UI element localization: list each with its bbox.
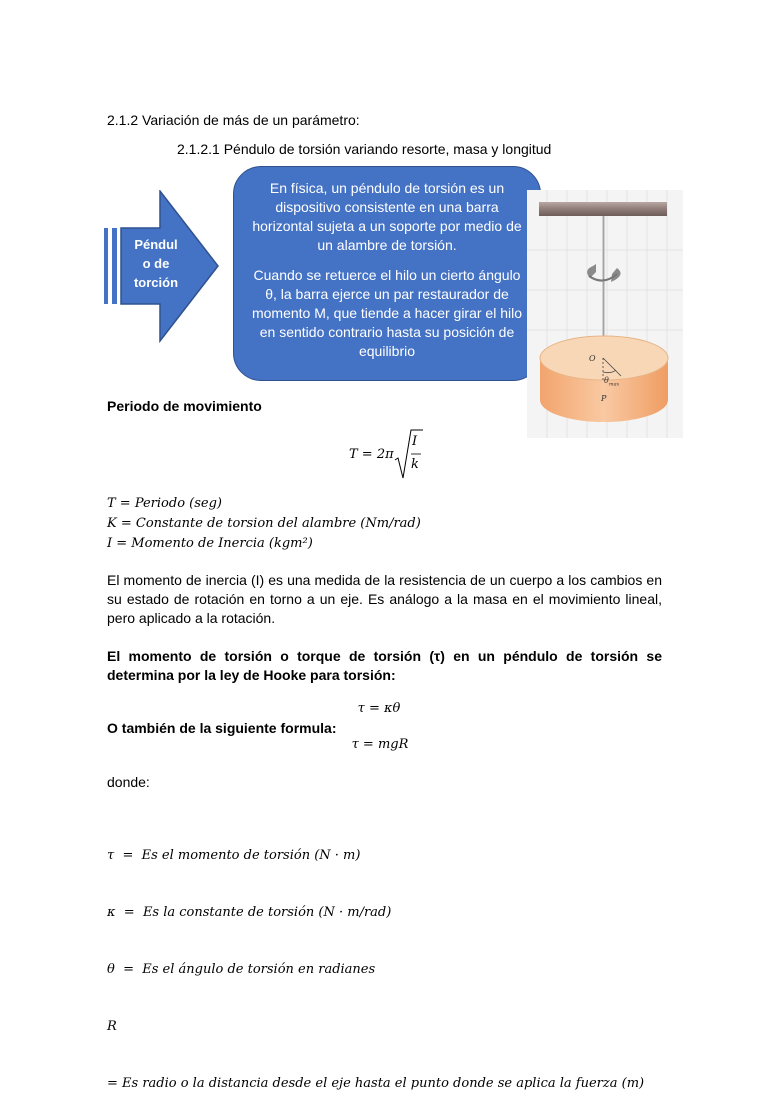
torque-formula-hooke: τ = κθ (357, 701, 401, 716)
def-kappa: κ = Es la constante de torsión (N · m/rad) (107, 905, 392, 920)
inertia-paragraph: El momento de inercia (I) es una medida de la resistencia de un cuerpo a los cambios en su estado de rotación en torno a un eje. Es análogo a la masa en el movimiento lineal, pero aplicado a la rotación. (107, 572, 662, 626)
arrow-label-line: o de (142, 256, 170, 271)
arrow-label-line: Péndul (134, 237, 178, 252)
def-r: R (107, 1019, 117, 1034)
period-def-i: I = Momento de Inercia (kgm²) (107, 536, 313, 551)
period-formula-denominator: k (411, 457, 419, 472)
restoring-paragraph: Cuando se retuerce el hilo un cierto ángulo θ, la barra ejerce un par restaurador de momento M, que tiende a hacer girar el hilo en sentido contrario hasta su posición de equilibrio (251, 267, 523, 359)
period-def-k: K = Constante de torsion del alambre (Nm/rad) (107, 516, 421, 531)
definition-box (233, 166, 541, 381)
torque-title: El momento de torsión o torque de torsión (τ) en un péndulo de torsión se determina por la ley de Hooke para torsión: (107, 648, 662, 683)
torque-formula-mgr: τ = mgR (351, 737, 409, 752)
pendulum-arrow (103, 190, 221, 343)
label-theta-symbol: θ (604, 376, 609, 385)
def-r-description: = Es radio o la distancia desde el eje hasta el punto donde se aplica la fuerza (m) (107, 1076, 645, 1091)
def-theta: θ = Es el ángulo de torsión en radianes (107, 962, 376, 977)
subsection-heading: 2.1.2.1 Péndulo de torsión variando resorte, masa y longitud (177, 141, 552, 157)
period-formula-lhs: T = 2π (349, 447, 394, 462)
section-heading: 2.1.2 Variación de más de un parámetro: (107, 112, 360, 128)
period-title: Periodo de movimiento (107, 398, 262, 414)
period-def-t: T = Periodo (seg) (107, 496, 222, 511)
alt-formula-title: O también de la siguiente formula: (107, 720, 337, 736)
sqrt-sign (394, 428, 424, 480)
arrow-label (121, 235, 191, 292)
period-formula (349, 426, 429, 482)
label-theta-sub: max (608, 381, 620, 388)
label-p: P (601, 394, 607, 403)
label-o: O (589, 354, 596, 363)
where-label: donde: (107, 774, 150, 790)
torsion-pendulum-figure (527, 190, 683, 438)
def-tau: τ = Es el momento de torsión (N · m) (107, 848, 361, 863)
period-definitions (107, 494, 421, 554)
period-formula-numerator: I (412, 434, 418, 449)
arrow-label-line: torción (133, 275, 179, 290)
definition-paragraph: En física, un péndulo de torsión es un dispositivo consistente en una barra horizontal sujeta a un soporte por medio de un alambre de torsión. (252, 180, 522, 253)
where-definitions (107, 808, 644, 1112)
label-theta (604, 376, 619, 388)
